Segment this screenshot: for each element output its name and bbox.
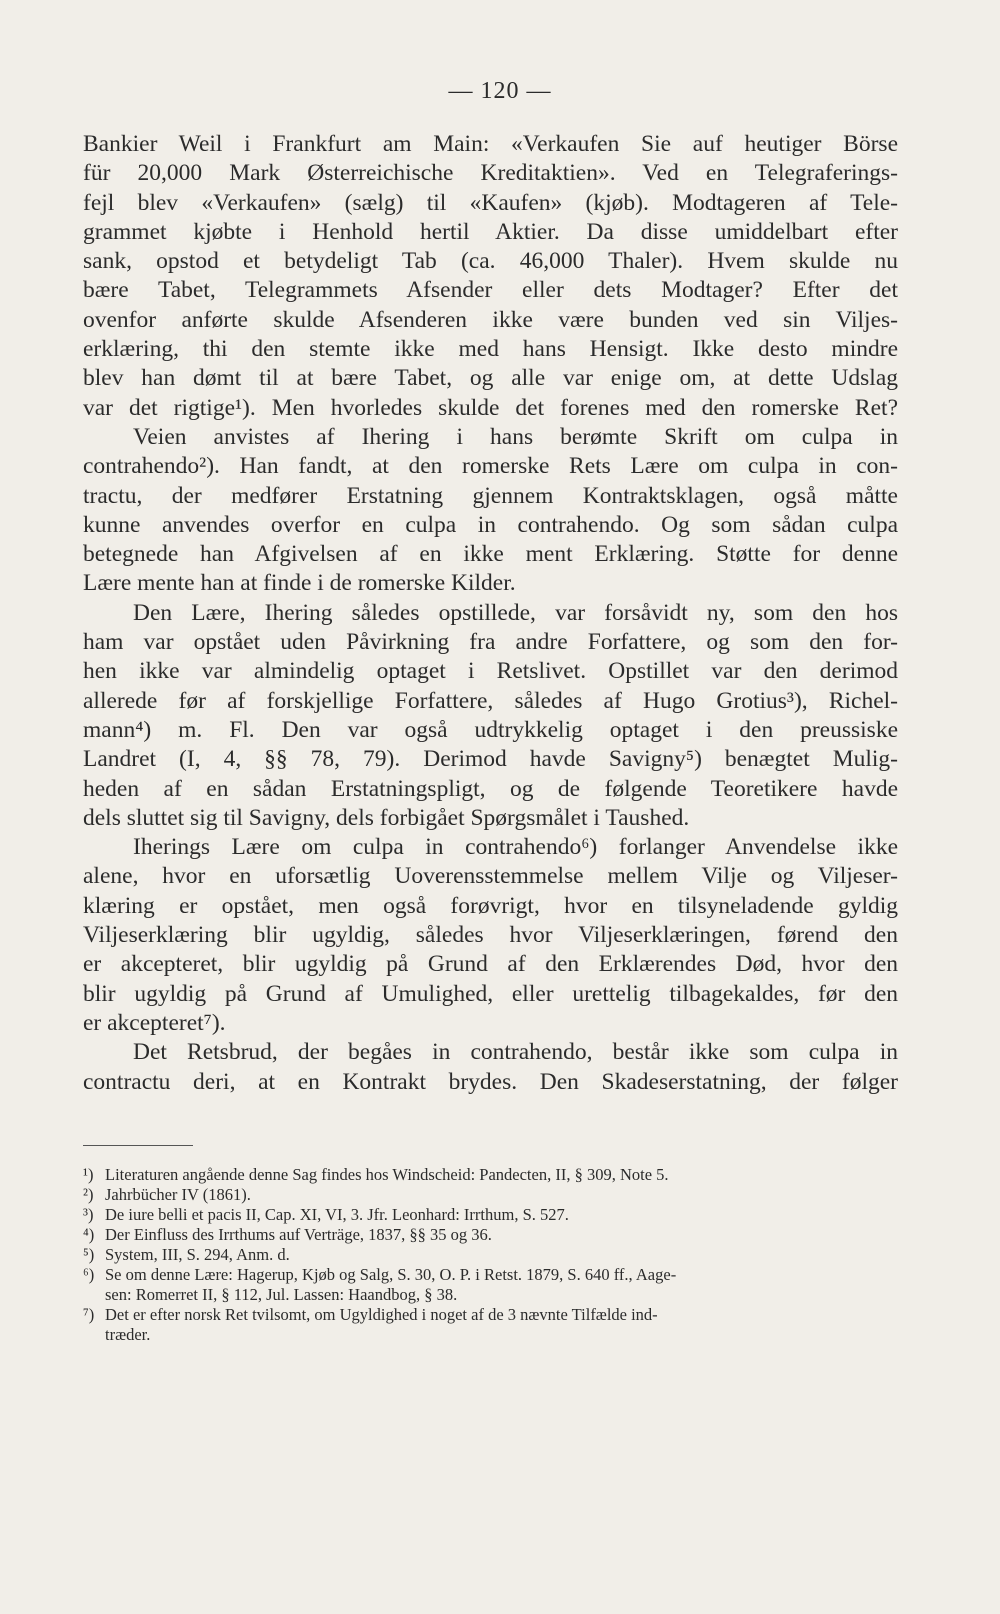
footnote-number: ⁶) — [83, 1265, 95, 1284]
text-line: für 20,000 Mark Østerreichische Kreditaktien». Ved en Telegraferings- — [83, 160, 898, 187]
footnote-line: De iure belli et pacis II, Cap. XI, VI, 3. Jfr. Leonhard: Irrthum, S. 527. — [105, 1205, 569, 1224]
footnote — [83, 1165, 898, 1185]
text-line: Den Lære, Ihering således opstillede, var forsåvidt ny, som den hos — [133, 599, 898, 626]
footnote-text — [105, 1185, 898, 1205]
text-line: sank, opstod et betydeligt Tab (ca. 46,000 Thaler). Hvem skulde nu — [83, 248, 898, 275]
text-line: fejl blev «Verkaufen» (sælg) til «Kaufen» (kjøb). Modtageren af Tele- — [83, 189, 898, 216]
text-line: Iherings Lære om culpa in contrahendo⁶) forlanger Anvendelse ikke — [133, 834, 898, 861]
footnote-line: træder. — [105, 1325, 151, 1344]
text-line: tractu, der medfører Erstatning gjennem Kontraktsklagen, også måtte — [83, 482, 898, 509]
footnote — [83, 1225, 898, 1245]
text-line: er akcepteret⁷). — [83, 1009, 226, 1036]
text-line: klæring er opstået, men også forøvrigt, hvor en tilsyneladende gyldig — [83, 892, 898, 919]
footnote-number: ³) — [83, 1205, 94, 1224]
text-line: Bankier Weil i Frankfurt am Main: «Verkaufen Sie auf heutiger Börse — [83, 131, 898, 157]
text-line: allerede før af forskjellige Forfattere, således af Hugo Grotius³), Richel- — [83, 687, 898, 714]
text-line: blev han dømt til at bære Tabet, og alle var enige om, at dette Udslag — [83, 365, 898, 392]
footnotes — [83, 1165, 898, 1345]
body-text — [83, 130, 898, 1097]
footnote-text — [105, 1245, 898, 1265]
page-number: — 120 — — [448, 78, 552, 104]
text-line: kunne anvendes overfor en culpa in contrahendo. Og som sådan culpa — [83, 511, 898, 538]
footnote-line: Literaturen angående denne Sag findes hos Windscheid: Pandecten, II, § 309, Note 5. — [105, 1165, 669, 1184]
text-line: Det Retsbrud, der begåes in contrahendo, består ikke som culpa in — [133, 1039, 898, 1066]
footnote-text — [105, 1265, 898, 1305]
text-line: Landret (I, 4, §§ 78, 79). Derimod havde Savigny⁵) benægtet Mulig- — [83, 746, 898, 773]
text-line: dels sluttet sig til Savigny, dels forbigået Spørgsmålet i Taushed. — [83, 804, 690, 831]
text-line: Veien anvistes af Ihering i hans berømte Skrift om culpa in — [133, 423, 898, 450]
footnote-text — [105, 1305, 898, 1345]
text-line: var det rigtige¹). Men hvorledes skulde det forenes med den romerske Ret? — [83, 394, 898, 421]
text-line: Viljeserklæring blir ugyldig, således hvor Viljeserklæringen, førend den — [83, 922, 898, 949]
footnote-number: ⁷) — [83, 1305, 95, 1324]
text-line: contractu deri, at en Kontrakt brydes. Den Skadeserstatning, der følger — [83, 1068, 898, 1095]
text-line: ham var opstået uden Påvirkning fra andre Forfattere, og som den for- — [83, 629, 898, 656]
text-line: heden af en sådan Erstatningspligt, og de følgende Teoretikere havde — [83, 775, 898, 802]
footnote — [83, 1205, 898, 1225]
footnote-text — [105, 1205, 898, 1225]
footnote-divider — [83, 1145, 193, 1146]
footnote-text — [105, 1165, 898, 1185]
footnote-number: ²) — [83, 1185, 94, 1204]
text-line: contrahendo²). Han fandt, at den romerske Rets Lære om culpa in con- — [83, 453, 898, 480]
footnote — [83, 1245, 898, 1265]
text-line: betegnede han Afgivelsen af en ikke ment Erklæring. Støtte for denne — [83, 541, 898, 568]
footnote-line: Det er efter norsk Ret tvilsomt, om Ugyldighed i noget af de 3 nævnte Tilfælde ind- — [105, 1305, 658, 1324]
text-line: mann⁴) m. Fl. Den var også udtrykkelig optaget i den preussiske — [83, 716, 898, 743]
footnote-line: sen: Romerret II, § 112, Jul. Lassen: Haandbog, § 38. — [105, 1285, 458, 1304]
footnote-number: ¹) — [83, 1165, 94, 1184]
footnote-line: System, III, S. 294, Anm. d. — [105, 1245, 290, 1264]
footnote-number: ⁴) — [83, 1225, 95, 1244]
text-line: erklæring, thi den stemte ikke med hans Hensigt. Ikke desto mindre — [83, 336, 898, 363]
text-line: ovenfor anførte skulde Afsenderen ikke være bunden ved sin Viljes- — [83, 306, 898, 333]
text-line: er akcepteret, blir ugyldig på Grund af den Erklærendes Død, hvor den — [83, 951, 898, 978]
text-line: grammet kjøbte i Henhold hertil Aktier. Da disse umiddelbart efter — [83, 218, 898, 245]
footnote-number: ⁵) — [83, 1245, 95, 1264]
footnote-text — [105, 1225, 898, 1245]
footnote-line: Der Einfluss des Irrthums auf Verträge, 1837, §§ 35 og 36. — [105, 1225, 492, 1244]
text-line: blir ugyldig på Grund af Umulighed, eller urettelig tilbagekaldes, før den — [83, 980, 898, 1007]
footnote — [83, 1185, 898, 1205]
footnote-line: Se om denne Lære: Hagerup, Kjøb og Salg, S. 30, O. P. i Retst. 1879, S. 640 ff., Aage- — [105, 1265, 677, 1284]
text-line: bære Tabet, Telegrammets Afsender eller dets Modtager? Efter det — [83, 277, 898, 304]
text-line: hen ikke var almindelig optaget i Retslivet. Opstillet var den derimod — [83, 658, 898, 685]
footnote — [83, 1265, 898, 1305]
text-line: alene, hvor en uforsætlig Uoverensstemmelse mellem Vilje og Viljeser- — [83, 863, 898, 890]
text-line: Lære mente han at finde i de romerske Kilder. — [83, 570, 516, 597]
footnote-line: Jahrbücher IV (1861). — [105, 1185, 251, 1204]
footnote — [83, 1305, 898, 1345]
